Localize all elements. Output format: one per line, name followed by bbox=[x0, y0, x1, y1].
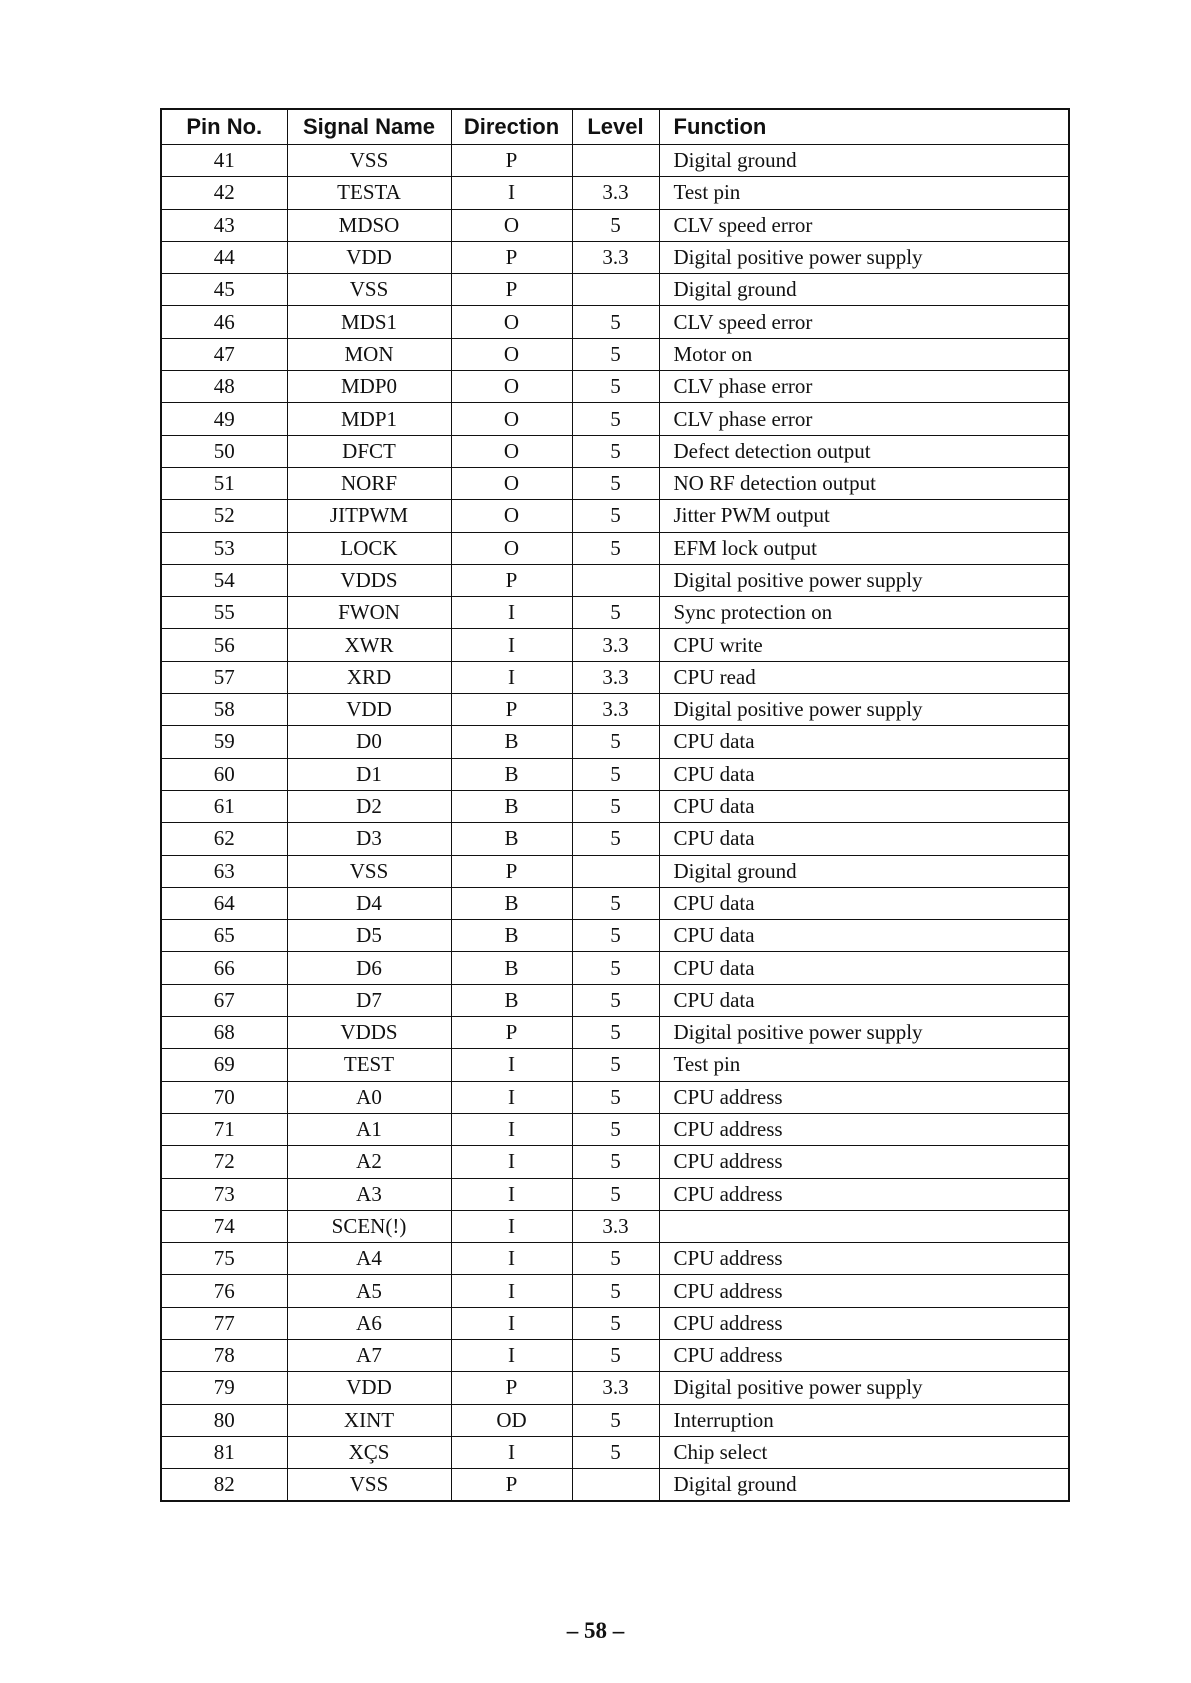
pin-no-cell: 70 bbox=[161, 1081, 287, 1113]
pin-no-cell: 64 bbox=[161, 887, 287, 919]
table-row bbox=[161, 177, 1069, 209]
signal-name-cell: D1 bbox=[287, 758, 451, 790]
signal-name-cell: A1 bbox=[287, 1113, 451, 1145]
function-cell: Digital positive power supply bbox=[659, 1017, 1069, 1049]
table-row bbox=[161, 952, 1069, 984]
signal-name-cell: MDP0 bbox=[287, 371, 451, 403]
signal-name-cell: XWR bbox=[287, 629, 451, 661]
table-row bbox=[161, 1243, 1069, 1275]
header-level: Level bbox=[572, 109, 659, 145]
signal-name-cell: JITPWM bbox=[287, 500, 451, 532]
table-row bbox=[161, 564, 1069, 596]
direction-cell: P bbox=[451, 1372, 572, 1404]
table-row bbox=[161, 694, 1069, 726]
signal-name-cell: VDDS bbox=[287, 564, 451, 596]
level-cell: 5 bbox=[572, 984, 659, 1016]
level-cell: 5 bbox=[572, 1113, 659, 1145]
pin-no-cell: 65 bbox=[161, 920, 287, 952]
pin-no-cell: 46 bbox=[161, 306, 287, 338]
direction-cell: B bbox=[451, 758, 572, 790]
level-cell: 5 bbox=[572, 597, 659, 629]
table-row bbox=[161, 1017, 1069, 1049]
direction-cell: O bbox=[451, 371, 572, 403]
header-row bbox=[161, 109, 1069, 145]
table-row bbox=[161, 338, 1069, 370]
signal-name-cell: DFCT bbox=[287, 435, 451, 467]
table-row bbox=[161, 597, 1069, 629]
pin-no-cell: 71 bbox=[161, 1113, 287, 1145]
level-cell: 5 bbox=[572, 887, 659, 919]
direction-cell: P bbox=[451, 145, 572, 177]
function-cell: CPU data bbox=[659, 823, 1069, 855]
pin-no-cell: 82 bbox=[161, 1469, 287, 1502]
level-cell: 3.3 bbox=[572, 241, 659, 273]
function-cell: CPU data bbox=[659, 984, 1069, 1016]
signal-name-cell: MON bbox=[287, 338, 451, 370]
level-cell: 3.3 bbox=[572, 694, 659, 726]
function-cell: CLV speed error bbox=[659, 209, 1069, 241]
direction-cell: I bbox=[451, 1243, 572, 1275]
signal-name-cell: A2 bbox=[287, 1146, 451, 1178]
function-cell: Defect detection output bbox=[659, 435, 1069, 467]
table-row bbox=[161, 371, 1069, 403]
function-cell: EFM lock output bbox=[659, 532, 1069, 564]
direction-cell: I bbox=[451, 1178, 572, 1210]
direction-cell: I bbox=[451, 1146, 572, 1178]
direction-cell: O bbox=[451, 403, 572, 435]
level-cell: 5 bbox=[572, 952, 659, 984]
pin-no-cell: 54 bbox=[161, 564, 287, 596]
function-cell: Digital ground bbox=[659, 145, 1069, 177]
pin-no-cell: 66 bbox=[161, 952, 287, 984]
table-header bbox=[161, 109, 1069, 145]
direction-cell: B bbox=[451, 790, 572, 822]
direction-cell: P bbox=[451, 241, 572, 273]
level-cell: 5 bbox=[572, 435, 659, 467]
direction-cell: B bbox=[451, 823, 572, 855]
signal-name-cell: A5 bbox=[287, 1275, 451, 1307]
level-cell: 3.3 bbox=[572, 1372, 659, 1404]
function-cell: CPU address bbox=[659, 1146, 1069, 1178]
signal-name-cell: A6 bbox=[287, 1307, 451, 1339]
table-row bbox=[161, 403, 1069, 435]
direction-cell: O bbox=[451, 435, 572, 467]
signal-name-cell: A4 bbox=[287, 1243, 451, 1275]
signal-name-cell: A0 bbox=[287, 1081, 451, 1113]
direction-cell: I bbox=[451, 1049, 572, 1081]
table-row bbox=[161, 532, 1069, 564]
direction-cell: P bbox=[451, 274, 572, 306]
pin-no-cell: 43 bbox=[161, 209, 287, 241]
direction-cell: I bbox=[451, 1081, 572, 1113]
signal-name-cell: NORF bbox=[287, 467, 451, 499]
pin-no-cell: 55 bbox=[161, 597, 287, 629]
direction-cell: O bbox=[451, 532, 572, 564]
signal-name-cell: A7 bbox=[287, 1339, 451, 1371]
function-cell: Digital ground bbox=[659, 1469, 1069, 1502]
function-cell: Digital ground bbox=[659, 274, 1069, 306]
level-cell: 5 bbox=[572, 1275, 659, 1307]
function-cell bbox=[659, 1210, 1069, 1242]
level-cell bbox=[572, 564, 659, 596]
table-row bbox=[161, 1307, 1069, 1339]
direction-cell: I bbox=[451, 1436, 572, 1468]
table-row bbox=[161, 241, 1069, 273]
table-row bbox=[161, 435, 1069, 467]
function-cell: Chip select bbox=[659, 1436, 1069, 1468]
level-cell: 5 bbox=[572, 823, 659, 855]
function-cell: CLV phase error bbox=[659, 403, 1069, 435]
signal-name-cell: XÇS bbox=[287, 1436, 451, 1468]
pin-no-cell: 76 bbox=[161, 1275, 287, 1307]
signal-name-cell: VDD bbox=[287, 694, 451, 726]
direction-cell: I bbox=[451, 1113, 572, 1145]
direction-cell: I bbox=[451, 629, 572, 661]
level-cell: 5 bbox=[572, 500, 659, 532]
level-cell: 5 bbox=[572, 1049, 659, 1081]
signal-name-cell: MDSO bbox=[287, 209, 451, 241]
direction-cell: B bbox=[451, 952, 572, 984]
function-cell: CPU data bbox=[659, 758, 1069, 790]
direction-cell: B bbox=[451, 920, 572, 952]
signal-name-cell: D4 bbox=[287, 887, 451, 919]
signal-name-cell: D7 bbox=[287, 984, 451, 1016]
level-cell: 5 bbox=[572, 1436, 659, 1468]
level-cell: 5 bbox=[572, 920, 659, 952]
table-row bbox=[161, 758, 1069, 790]
function-cell: Digital positive power supply bbox=[659, 241, 1069, 273]
table-row bbox=[161, 1469, 1069, 1502]
pin-no-cell: 41 bbox=[161, 145, 287, 177]
direction-cell: I bbox=[451, 1275, 572, 1307]
signal-name-cell: VSS bbox=[287, 145, 451, 177]
function-cell: Test pin bbox=[659, 177, 1069, 209]
level-cell: 3.3 bbox=[572, 1210, 659, 1242]
function-cell: Interruption bbox=[659, 1404, 1069, 1436]
pin-no-cell: 60 bbox=[161, 758, 287, 790]
direction-cell: I bbox=[451, 661, 572, 693]
table-row bbox=[161, 1113, 1069, 1145]
table-row bbox=[161, 1436, 1069, 1468]
pin-no-cell: 56 bbox=[161, 629, 287, 661]
level-cell: 5 bbox=[572, 790, 659, 822]
pin-table bbox=[160, 108, 1070, 1502]
level-cell: 5 bbox=[572, 467, 659, 499]
pin-no-cell: 78 bbox=[161, 1339, 287, 1371]
pin-no-cell: 81 bbox=[161, 1436, 287, 1468]
signal-name-cell: XRD bbox=[287, 661, 451, 693]
pin-no-cell: 73 bbox=[161, 1178, 287, 1210]
table-row bbox=[161, 274, 1069, 306]
direction-cell: I bbox=[451, 597, 572, 629]
function-cell: CPU data bbox=[659, 920, 1069, 952]
table-row bbox=[161, 726, 1069, 758]
table-row bbox=[161, 1372, 1069, 1404]
direction-cell: I bbox=[451, 1307, 572, 1339]
pin-no-cell: 50 bbox=[161, 435, 287, 467]
function-cell: CPU data bbox=[659, 790, 1069, 822]
direction-cell: O bbox=[451, 500, 572, 532]
function-cell: CPU data bbox=[659, 952, 1069, 984]
signal-name-cell: TESTA bbox=[287, 177, 451, 209]
direction-cell: I bbox=[451, 177, 572, 209]
pin-no-cell: 45 bbox=[161, 274, 287, 306]
level-cell bbox=[572, 145, 659, 177]
table-row bbox=[161, 823, 1069, 855]
pin-no-cell: 57 bbox=[161, 661, 287, 693]
header-direction: Direction bbox=[451, 109, 572, 145]
level-cell: 3.3 bbox=[572, 661, 659, 693]
table-row bbox=[161, 145, 1069, 177]
table-row bbox=[161, 467, 1069, 499]
table-row bbox=[161, 500, 1069, 532]
signal-name-cell: A3 bbox=[287, 1178, 451, 1210]
function-cell: Test pin bbox=[659, 1049, 1069, 1081]
level-cell: 5 bbox=[572, 1307, 659, 1339]
level-cell: 5 bbox=[572, 371, 659, 403]
pin-no-cell: 77 bbox=[161, 1307, 287, 1339]
function-cell: CPU address bbox=[659, 1275, 1069, 1307]
function-cell: Digital positive power supply bbox=[659, 1372, 1069, 1404]
pin-no-cell: 48 bbox=[161, 371, 287, 403]
function-cell: CPU read bbox=[659, 661, 1069, 693]
table-row bbox=[161, 1339, 1069, 1371]
direction-cell: I bbox=[451, 1210, 572, 1242]
pin-no-cell: 58 bbox=[161, 694, 287, 726]
table-row bbox=[161, 887, 1069, 919]
direction-cell: P bbox=[451, 564, 572, 596]
function-cell: CPU write bbox=[659, 629, 1069, 661]
table-row bbox=[161, 306, 1069, 338]
table-body bbox=[161, 145, 1069, 1502]
pin-no-cell: 42 bbox=[161, 177, 287, 209]
header-pin-no: Pin No. bbox=[161, 109, 287, 145]
direction-cell: O bbox=[451, 467, 572, 499]
table-row bbox=[161, 920, 1069, 952]
function-cell: CLV phase error bbox=[659, 371, 1069, 403]
function-cell: NO RF detection output bbox=[659, 467, 1069, 499]
signal-name-cell: XINT bbox=[287, 1404, 451, 1436]
signal-name-cell: VDDS bbox=[287, 1017, 451, 1049]
pin-no-cell: 49 bbox=[161, 403, 287, 435]
signal-name-cell: D6 bbox=[287, 952, 451, 984]
level-cell: 5 bbox=[572, 209, 659, 241]
function-cell: CPU address bbox=[659, 1081, 1069, 1113]
pin-no-cell: 59 bbox=[161, 726, 287, 758]
table-row bbox=[161, 661, 1069, 693]
direction-cell: B bbox=[451, 984, 572, 1016]
direction-cell: OD bbox=[451, 1404, 572, 1436]
table-row bbox=[161, 1275, 1069, 1307]
pin-no-cell: 80 bbox=[161, 1404, 287, 1436]
function-cell: Motor on bbox=[659, 338, 1069, 370]
pin-no-cell: 53 bbox=[161, 532, 287, 564]
signal-name-cell: VSS bbox=[287, 855, 451, 887]
signal-name-cell: SCEN(!) bbox=[287, 1210, 451, 1242]
level-cell: 5 bbox=[572, 338, 659, 370]
table-row bbox=[161, 1404, 1069, 1436]
table-row bbox=[161, 1210, 1069, 1242]
table-row bbox=[161, 1178, 1069, 1210]
function-cell: Digital positive power supply bbox=[659, 694, 1069, 726]
pin-no-cell: 62 bbox=[161, 823, 287, 855]
signal-name-cell: TEST bbox=[287, 1049, 451, 1081]
signal-name-cell: LOCK bbox=[287, 532, 451, 564]
pin-no-cell: 61 bbox=[161, 790, 287, 822]
level-cell: 5 bbox=[572, 1081, 659, 1113]
level-cell: 5 bbox=[572, 1178, 659, 1210]
pin-no-cell: 72 bbox=[161, 1146, 287, 1178]
pin-no-cell: 68 bbox=[161, 1017, 287, 1049]
function-cell: CPU address bbox=[659, 1243, 1069, 1275]
direction-cell: I bbox=[451, 1339, 572, 1371]
direction-cell: O bbox=[451, 306, 572, 338]
table-row bbox=[161, 209, 1069, 241]
direction-cell: P bbox=[451, 855, 572, 887]
level-cell: 5 bbox=[572, 1017, 659, 1049]
level-cell: 5 bbox=[572, 306, 659, 338]
direction-cell: O bbox=[451, 338, 572, 370]
level-cell bbox=[572, 274, 659, 306]
function-cell: CLV speed error bbox=[659, 306, 1069, 338]
signal-name-cell: VSS bbox=[287, 1469, 451, 1502]
header-signal-name: Signal Name bbox=[287, 109, 451, 145]
function-cell: Digital ground bbox=[659, 855, 1069, 887]
level-cell: 3.3 bbox=[572, 629, 659, 661]
signal-name-cell: VSS bbox=[287, 274, 451, 306]
signal-name-cell: VDD bbox=[287, 1372, 451, 1404]
table-row bbox=[161, 1081, 1069, 1113]
function-cell: Sync protection on bbox=[659, 597, 1069, 629]
table-row bbox=[161, 629, 1069, 661]
level-cell: 5 bbox=[572, 403, 659, 435]
level-cell: 5 bbox=[572, 758, 659, 790]
direction-cell: B bbox=[451, 887, 572, 919]
level-cell: 3.3 bbox=[572, 177, 659, 209]
function-cell: CPU data bbox=[659, 726, 1069, 758]
pin-no-cell: 51 bbox=[161, 467, 287, 499]
signal-name-cell: D3 bbox=[287, 823, 451, 855]
signal-name-cell: VDD bbox=[287, 241, 451, 273]
level-cell: 5 bbox=[572, 1243, 659, 1275]
pin-no-cell: 79 bbox=[161, 1372, 287, 1404]
page-number: – 58 – bbox=[566, 1618, 625, 1643]
pin-no-cell: 63 bbox=[161, 855, 287, 887]
direction-cell: P bbox=[451, 1017, 572, 1049]
signal-name-cell: MDS1 bbox=[287, 306, 451, 338]
level-cell: 5 bbox=[572, 1404, 659, 1436]
table-row bbox=[161, 855, 1069, 887]
direction-cell: B bbox=[451, 726, 572, 758]
direction-cell: P bbox=[451, 694, 572, 726]
pin-no-cell: 47 bbox=[161, 338, 287, 370]
header-function: Function bbox=[659, 109, 1069, 145]
level-cell: 5 bbox=[572, 1146, 659, 1178]
level-cell bbox=[572, 1469, 659, 1502]
function-cell: CPU data bbox=[659, 887, 1069, 919]
function-cell: CPU address bbox=[659, 1339, 1069, 1371]
pin-no-cell: 69 bbox=[161, 1049, 287, 1081]
function-cell: Jitter PWM output bbox=[659, 500, 1069, 532]
table-row bbox=[161, 790, 1069, 822]
pin-no-cell: 67 bbox=[161, 984, 287, 1016]
function-cell: CPU address bbox=[659, 1178, 1069, 1210]
signal-name-cell: FWON bbox=[287, 597, 451, 629]
direction-cell: P bbox=[451, 1469, 572, 1502]
level-cell: 5 bbox=[572, 1339, 659, 1371]
pin-no-cell: 44 bbox=[161, 241, 287, 273]
table-row bbox=[161, 1146, 1069, 1178]
function-cell: Digital positive power supply bbox=[659, 564, 1069, 596]
function-cell: CPU address bbox=[659, 1113, 1069, 1145]
level-cell: 5 bbox=[572, 532, 659, 564]
table-row bbox=[161, 984, 1069, 1016]
signal-name-cell: D5 bbox=[287, 920, 451, 952]
pin-no-cell: 74 bbox=[161, 1210, 287, 1242]
function-cell: CPU address bbox=[659, 1307, 1069, 1339]
pin-no-cell: 75 bbox=[161, 1243, 287, 1275]
table-row bbox=[161, 1049, 1069, 1081]
signal-name-cell: D0 bbox=[287, 726, 451, 758]
level-cell bbox=[572, 855, 659, 887]
signal-name-cell: MDP1 bbox=[287, 403, 451, 435]
direction-cell: O bbox=[451, 209, 572, 241]
signal-name-cell: D2 bbox=[287, 790, 451, 822]
pin-no-cell: 52 bbox=[161, 500, 287, 532]
level-cell: 5 bbox=[572, 726, 659, 758]
